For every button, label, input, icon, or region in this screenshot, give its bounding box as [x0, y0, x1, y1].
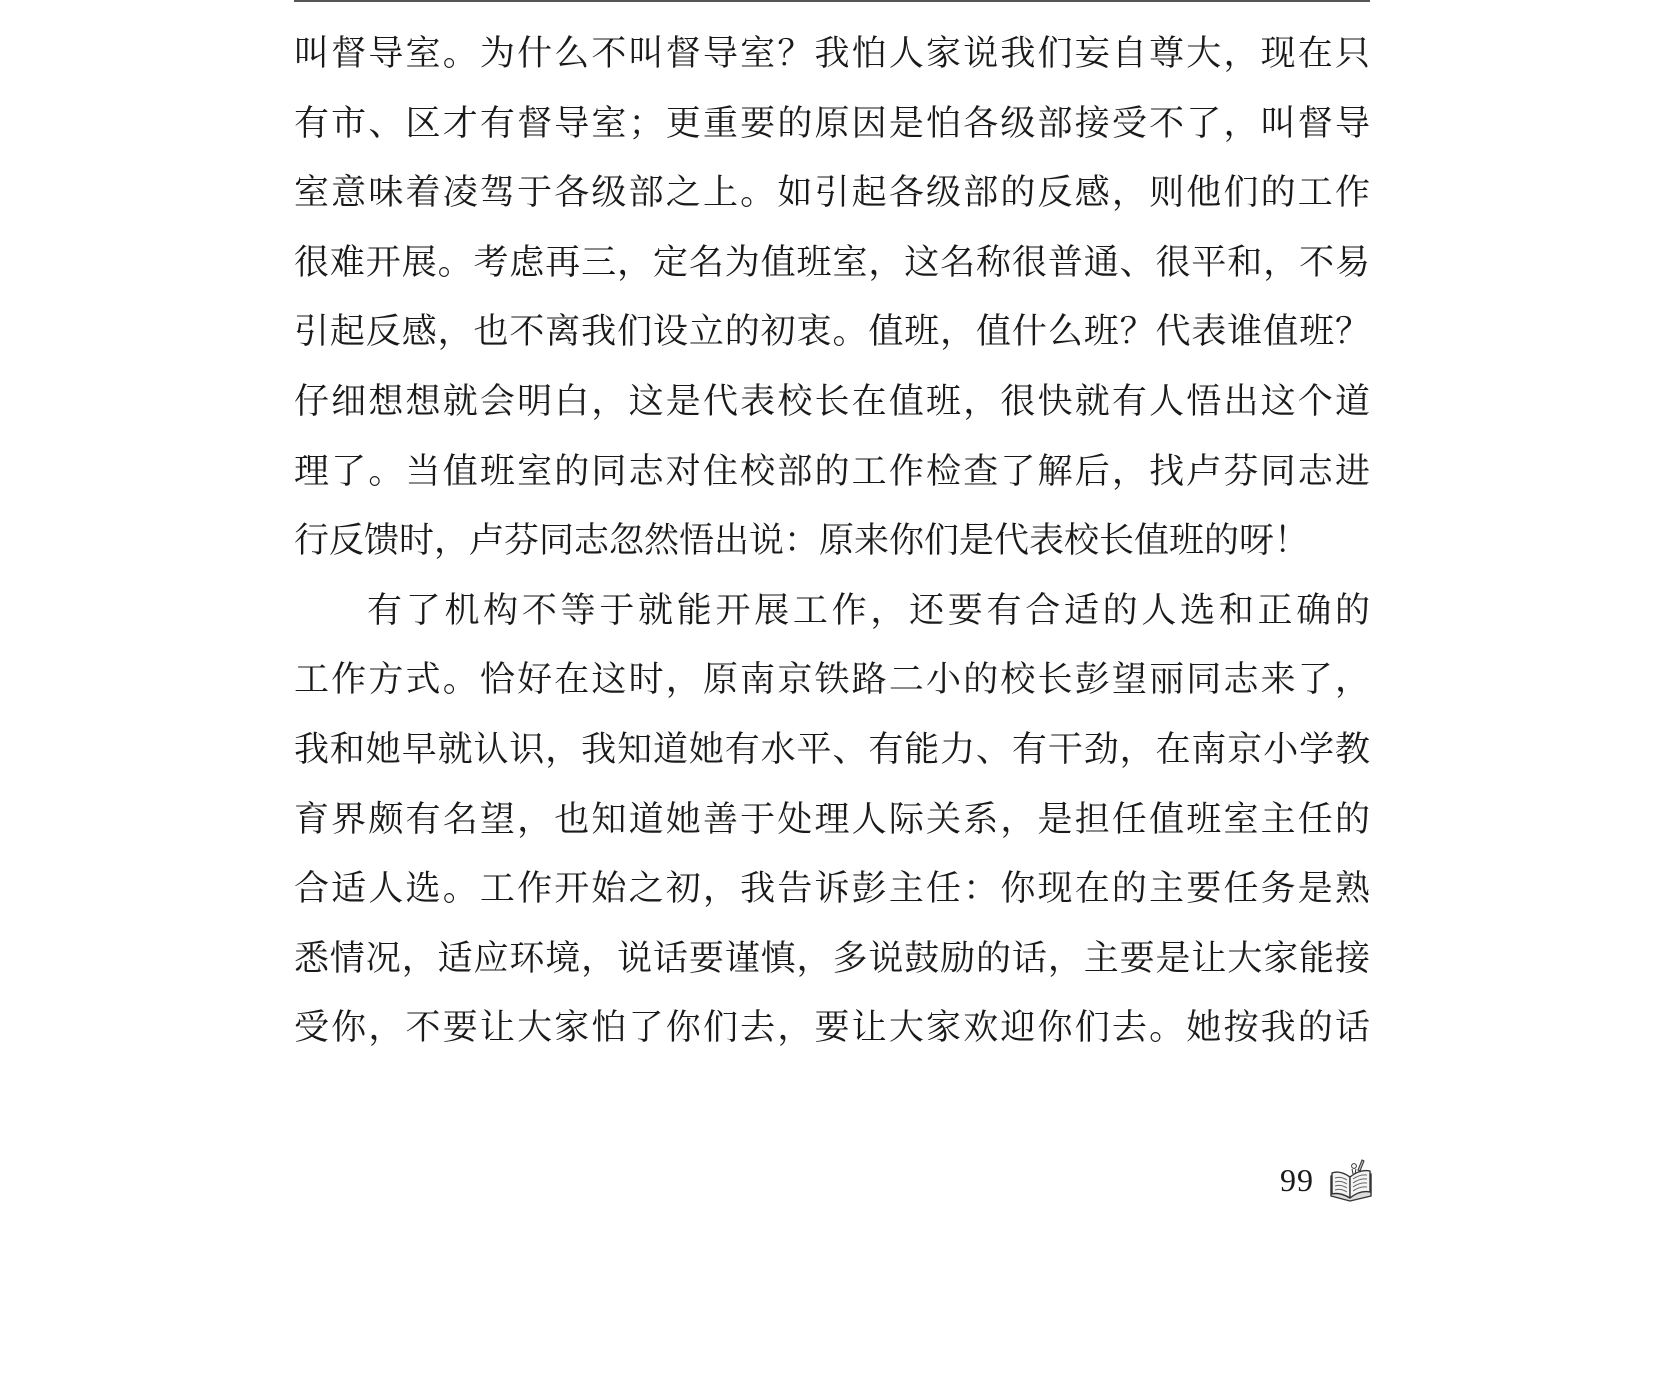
body-text	[294, 20, 1370, 1064]
text-line: 合适人选。工作开始之初，我告诉彭主任：你现在的主要任务是熟	[294, 869, 1370, 910]
text-line: 育界颇有名望，也知道她善于处理人际关系，是担任值班室主任的	[294, 799, 1370, 840]
open-book-icon	[1328, 1158, 1374, 1202]
page-number: 99	[1280, 1161, 1314, 1198]
text-line: 叫督导室。为什么不叫督导室？我怕人家说我们妄自尊大，现在只	[294, 34, 1370, 74]
text-line: 仔细想想就会明白，这是代表校长在值班，很快就有人悟出这个道	[294, 381, 1370, 422]
text-line: 很难开展。考虑再三，定名为值班室，这名称很普通、很平和，不易	[294, 242, 1370, 283]
text-line: 我和她早就认识，我知道她有水平、有能力、有干劲，在南京小学教	[294, 729, 1370, 770]
text-line: 行反馈时，卢芬同志忽然悟出说：原来你们是代表校长值班的呀！	[294, 521, 1310, 562]
text-line: 有了机构不等于就能开展工作，还要有合适的人选和正确的	[367, 590, 1370, 631]
text-line: 引起反感，也不离我们设立的初衷。值班，值什么班？代表谁值班？	[294, 312, 1370, 353]
text-line: 有市、区才有督导室；更重要的原因是怕各级部接受不了，叫督导	[294, 103, 1370, 144]
text-line: 工作方式。恰好在这时，原南京铁路二小的校长彭望丽同志来了，	[294, 660, 1370, 701]
text-line: 理了。当值班室的同志对住校部的工作检查了解后，找卢芬同志进	[294, 451, 1370, 492]
text-line: 悉情况，适应环境，说话要谨慎，多说鼓励的话，主要是让大家能接	[294, 938, 1370, 979]
folio	[1280, 1158, 1374, 1202]
top-rule	[294, 0, 1370, 2]
text-line: 受你，不要让大家怕了你们去，要让大家欢迎你们去。她按我的话	[294, 1008, 1370, 1049]
text-line: 室意味着凌驾于各级部之上。如引起各级部的反感，则他们的工作	[294, 173, 1370, 214]
